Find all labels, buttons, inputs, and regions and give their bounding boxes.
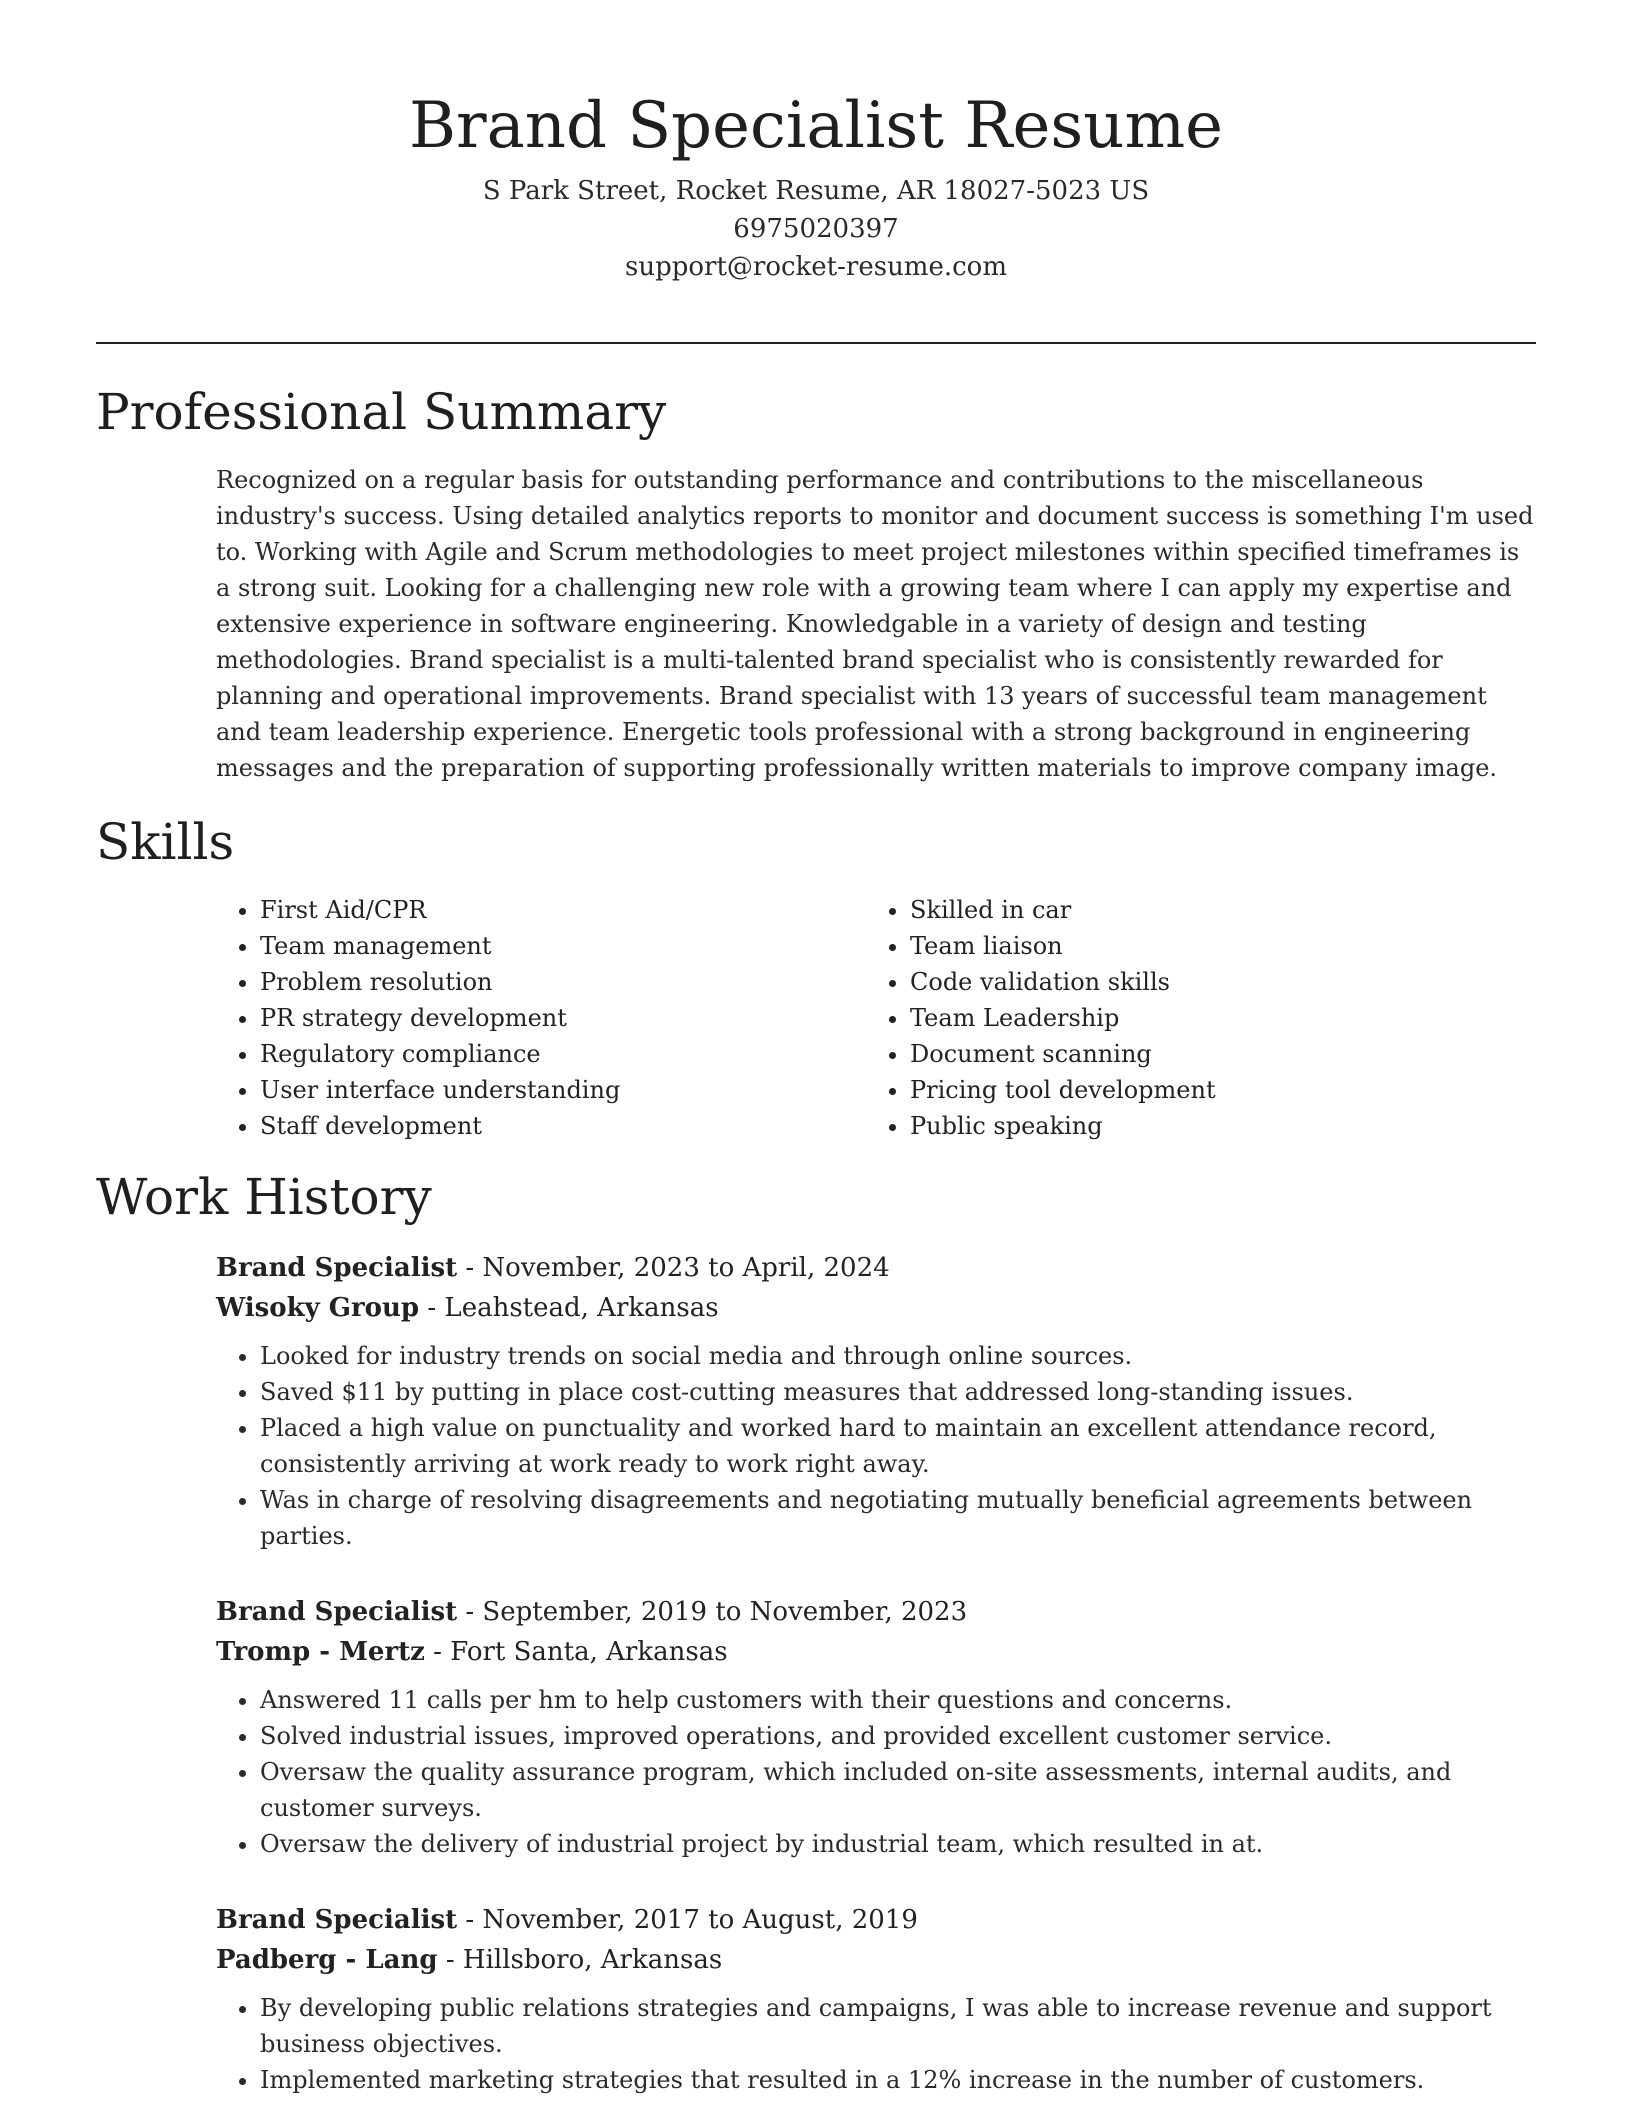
job-dates: - November, 2023 to April, 2024 [457,1253,890,1283]
job-entry [216,1592,1536,1862]
skills-column-left [216,892,866,1144]
job-bullet: • By developing public relations strategies and campaigns, I was able to increase revenue and support business objectives. [260,1990,1536,2062]
job-title-line [216,1248,1536,1288]
job-company-line [216,1940,1536,1980]
resume-header [96,80,1536,286]
job-bullet: • Implemented marketing strategies that resulted in a 12% increase in the number of customers. [260,2062,1536,2098]
job-bullet: • Saved $11 by putting in place cost-cutting measures that addressed long-standing issues. [260,1374,1536,1410]
skill-item: • PR strategy development [260,1000,866,1036]
skill-item: • Team management [260,928,866,964]
job-location: - Fort Santa, Arkansas [424,1637,728,1667]
job-dates: - September, 2019 to November, 2023 [457,1597,968,1627]
job-company-line [216,1632,1536,1672]
skill-item: • Skilled in car [910,892,1516,928]
job-location: - Hillsboro, Arkansas [437,1945,723,1975]
job-entry [216,1900,1536,2098]
skill-item: • Document scanning [910,1036,1516,1072]
job-title-line [216,1900,1536,1940]
contact-address: S Park Street, Rocket Resume, AR 18027-5023 US [482,176,1150,206]
header-divider [96,342,1536,344]
skills-list [216,892,1536,1144]
job-bullet: • Solved industrial issues, improved operations, and provided excellent customer service. [260,1718,1536,1754]
job-location: - Leahstead, Arkansas [419,1293,719,1323]
job-company: Wisoky Group [216,1293,420,1323]
contact-phone: 6975020397 [733,214,899,244]
skill-item: • Team liaison [910,928,1516,964]
skill-item: • Public speaking [910,1108,1516,1144]
resume-title: Brand Specialist Resume [409,89,1223,163]
job-bullets [216,1338,1536,1554]
skill-item: • Problem resolution [260,964,866,1000]
job-entry [216,1248,1536,1554]
skill-item: • First Aid/CPR [260,892,866,928]
job-title: Brand Specialist [216,1905,458,1935]
skills-heading: Skills [96,813,235,871]
job-title-line [216,1592,1536,1632]
skill-item: • Team Leadership [910,1000,1516,1036]
work-history-heading: Work History [96,1168,432,1226]
job-bullets [216,1990,1536,2098]
skill-item: • Staff development [260,1108,866,1144]
job-title: Brand Specialist [216,1253,458,1283]
job-bullet: • Answered 11 calls per hm to help customers with their questions and concerns. [260,1682,1536,1718]
skill-item: • Pricing tool development [910,1072,1516,1108]
job-dates: - November, 2017 to August, 2019 [457,1905,918,1935]
job-company-line [216,1288,1536,1328]
job-title: Brand Specialist [216,1597,458,1627]
skill-item: • User interface understanding [260,1072,866,1108]
summary-text: Recognized on a regular basis for outstanding performance and contributions to the miscellaneous industry's success. Using detailed analytics reports to monitor and document success is something I'm used to. Working with Agile and Scrum methodologies to meet project milestones within specified timeframes is a strong suit. Looking for a challenging new role with a growing team where I can apply my expertise and extensive experience in software engineering. Knowledgable in a variety of design and testing methodologies. Brand specialist is a multi-talented brand specialist who is consistently rewarded for planning and operational improvements. Brand specialist with 13 years of successful team management and team leadership experience. Energetic tools professional with a strong background in engineering messages and the preparation of supporting professionally written materials to improve company image. [216,466,1534,782]
job-company: Padberg - Lang [216,1945,438,1975]
job-bullet: • Placed a high value on punctuality and worked hard to maintain an excellent attendance record, consistently arriving at work ready to work right away. [260,1410,1536,1482]
job-bullets [216,1682,1536,1862]
job-bullet: • Was in charge of resolving disagreements and negotiating mutually beneficial agreements between parties. [260,1482,1536,1554]
skills-column-right [866,892,1516,1144]
job-company: Tromp - Mertz [216,1637,425,1667]
skill-item: • Code validation skills [910,964,1516,1000]
job-bullet: • Oversaw the delivery of industrial project by industrial team, which resulted in at. [260,1826,1536,1862]
summary-heading: Professional Summary [96,383,667,441]
job-bullet: • Oversaw the quality assurance program, which included on-site assessments, internal audits, and customer surveys. [260,1754,1536,1826]
job-bullet: • Looked for industry trends on social media and through online sources. [260,1338,1536,1374]
contact-email: support@rocket-resume.com [624,252,1007,282]
skill-item: • Regulatory compliance [260,1036,866,1072]
